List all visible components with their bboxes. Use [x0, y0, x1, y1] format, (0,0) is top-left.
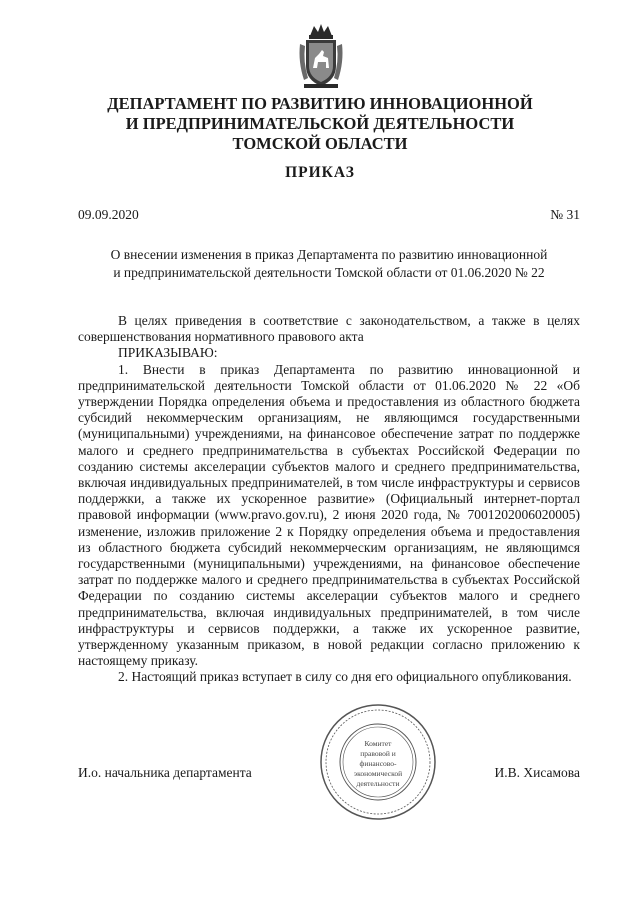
stamp-line-2: правовой и	[360, 749, 396, 758]
document-body	[78, 313, 580, 686]
organization-title-line-1: ДЕПАРТАМЕНТ ПО РАЗВИТИЮ ИННОВАЦИОННОЙ	[107, 94, 533, 113]
signatory-name: И.В. Хисамова	[494, 765, 580, 780]
document-number: № 31	[550, 207, 580, 222]
signatory-position: И.о. начальника департамента	[78, 765, 252, 780]
document-date: 09.09.2020	[78, 207, 139, 222]
stamp-line-1: Комитет	[364, 739, 392, 748]
official-stamp	[318, 702, 438, 822]
order-word: ПРИКАЗЫВАЮ:	[118, 345, 218, 361]
stamp-line-4: экономической	[353, 769, 403, 778]
preamble-paragraph: В целях приведения в соответствие с законодательством, а также в целях совершенствования нормативного правового акта	[78, 313, 580, 345]
subject-line-1: О внесении изменения в приказ Департамента по развитию инновационной	[110, 247, 548, 262]
order-item-2: 2. Настоящий приказ вступает в силу со дня его официального опубликования.	[118, 669, 572, 685]
coat-of-arms-icon	[298, 22, 344, 90]
stamp-line-5: деятельности	[356, 779, 400, 788]
document-type: ПРИКАЗ	[285, 164, 355, 181]
order-item-1: 1. Внести в приказ Департамента по развитию инновационной и предпринимательской деятельности Томской области от 01.06.2020 № 22 «Об утверждении Порядка определения объема и предоставления из областного бюджета субсидий некоммерческим организациям, не являющимся государственными (муниципальными) учреждениями, на финансовое обеспечение затрат по поддержке малого и среднего предпринимательства в субъектах Российской Федерации по созданию системы акселерации субъектов малого и среднего предпринимательства, включая индивидуальных предпринимателей, в том числе инфраструктуры и сервисов поддержки, а также их ускоренное развитие» (Официальный интернет-портал правовой информации (www.pravo.gov.ru), 2 июня 2020 года, № 7001202006020005) изменение, изложив приложение 2 к Порядку определения объема и предоставления из областного бюджета субсидий некоммерческим организациям, не являющимся государственными (муниципальными) учреждениями, на финансовое обеспечение затрат по поддержке малого и среднего предпринимательства в субъектах Российской Федерации по созданию системы акселерации субъектов малого и среднего предпринимательства, включая индивидуальных предпринимателей, в том числе инфраструктуры и сервисов поддержки, а также их ускоренное развитие, утвержденному указанным приказом, в новой редакции согласно приложению к настоящему приказу.	[78, 361, 580, 669]
subject-line-2: и предпринимательской деятельности Томской области от 01.06.2020 № 22	[113, 265, 545, 280]
stamp-line-3: финансово-	[359, 759, 397, 768]
organization-title-line-2: И ПРЕДПРИНИМАТЕЛЬСКОЙ ДЕЯТЕЛЬНОСТИ	[125, 114, 515, 133]
document-subject	[78, 246, 580, 282]
organization-title	[60, 94, 580, 154]
organization-title-line-3: ТОМСКОЙ ОБЛАСТИ	[232, 134, 408, 153]
